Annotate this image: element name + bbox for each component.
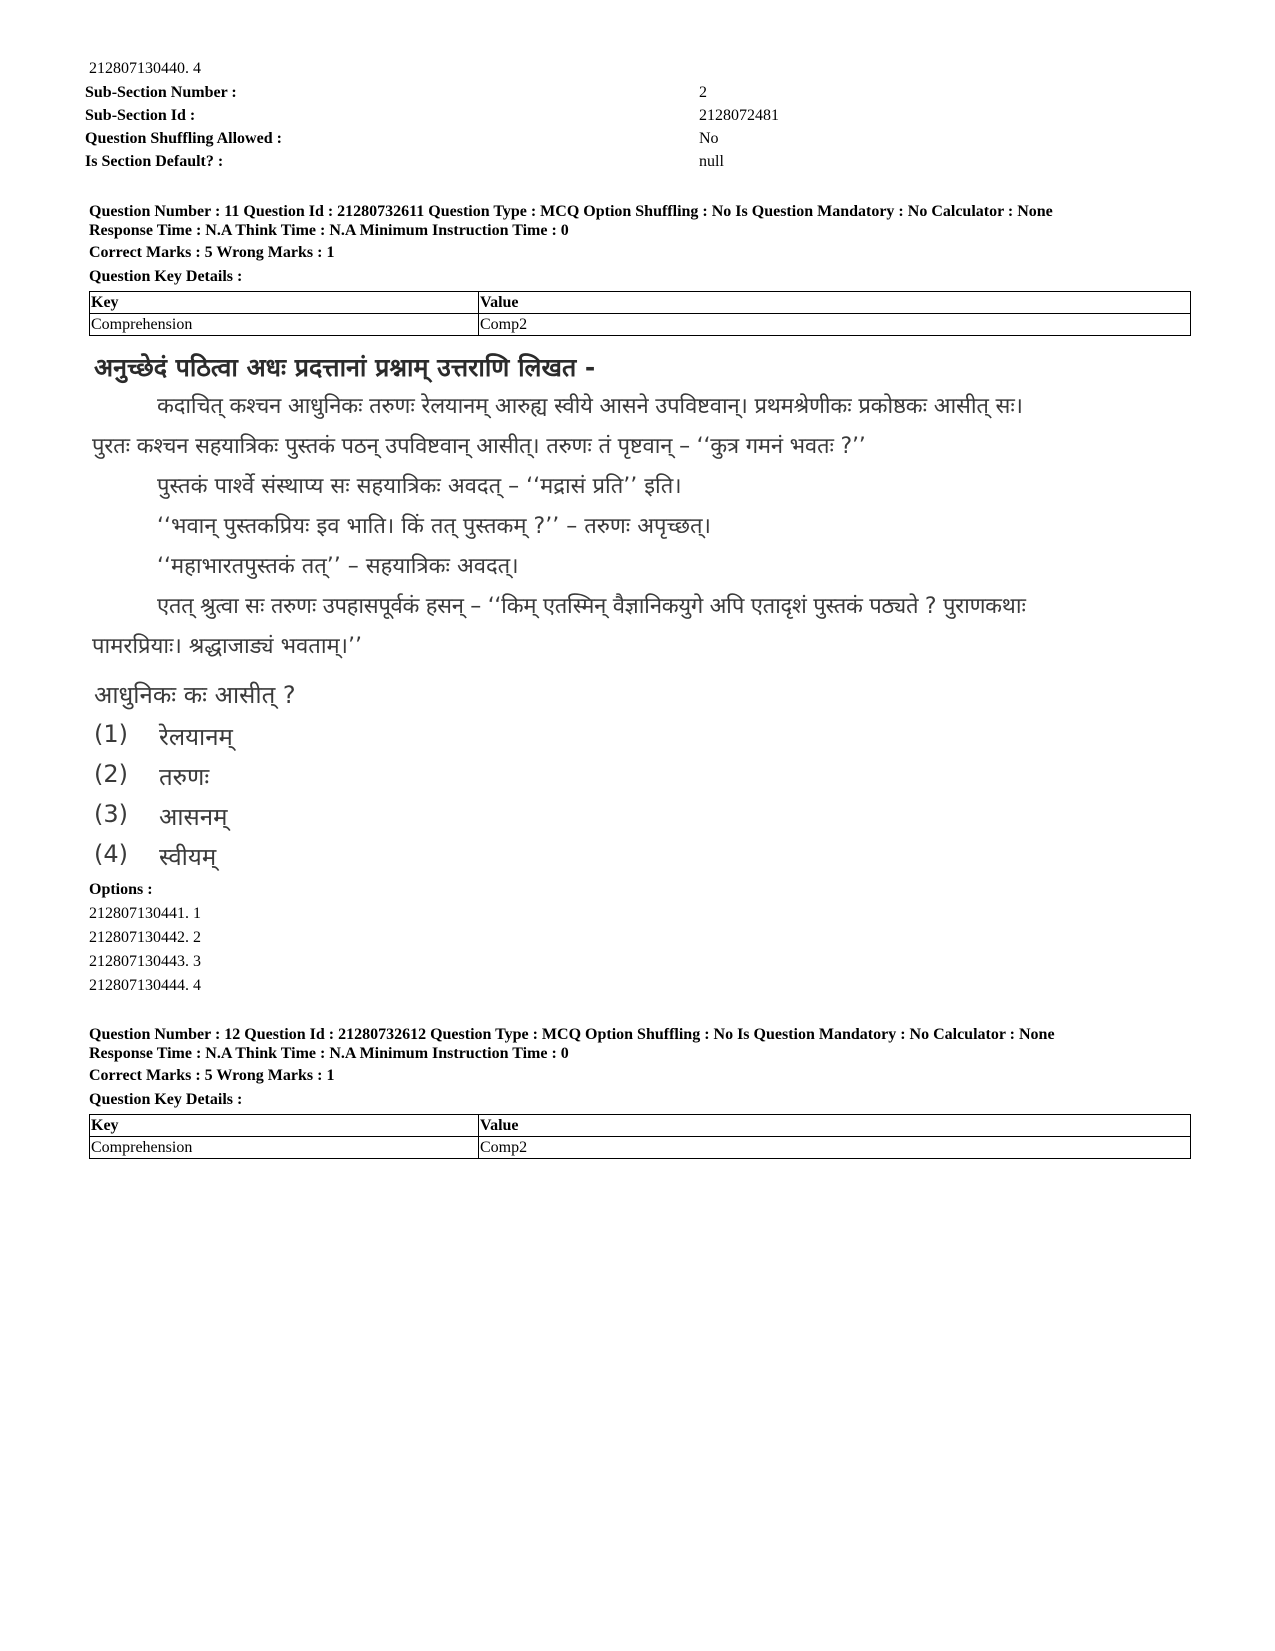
option-item: 212807130441. 1 [89, 905, 201, 922]
passage-line-3: पुस्तकं पार्श्वे संस्थाप्य सः सहयात्रिकः अवदत् – ‘‘मद्रासं प्रति’’ इति। [157, 474, 682, 499]
passage-heading: अनुच्छेदं पठित्वा अधः प्रदत्तानां प्रश्नाम् उत्तराणि लिखत - [94, 353, 596, 382]
passage-question: आधुनिकः कः आसीत् ? [94, 681, 296, 709]
passage-line-4: ‘‘भवान् पुस्तकप्रियः इव भाति। किं तत् पुस्तकम् ?’’ – तरुणः अपृच्छत्। [157, 514, 711, 539]
choice-1-number: (1) [94, 720, 128, 748]
value-header-cell: Value [479, 292, 1191, 314]
option-item: 212807130442. 2 [89, 929, 201, 946]
q11-marks: Correct Marks : 5 Wrong Marks : 1 [89, 244, 335, 261]
passage-line-2: पुरतः कश्चन सहयात्रिकः पुस्तकं पठन् उपविष्टवान् आसीत्। तरुणः तं पृष्टवान् – ‘‘कुत्र गमनं भवतः ?’’ [92, 434, 866, 459]
option-item: 212807130444. 4 [89, 977, 201, 994]
subsection-number-label: Sub-Section Number : [85, 84, 237, 101]
choice-4 [94, 840, 394, 870]
table-header-row [90, 1115, 1191, 1137]
q12-header-line1: Question Number : 12 Question Id : 21280732612 Question Type : MCQ Option Shuffling : No Is Question Mandatory : No Calculator : None [89, 1026, 1055, 1043]
table-row [90, 314, 1191, 336]
choice-3-text: आसनम् [159, 803, 228, 831]
passage-line-1: कदाचित् कश्चन आधुनिकः तरुणः रेलयानम् आरुह्य स्वीये आसने उपविष्टवान्। प्रथमश्रेणीकः प्रकोष्ठकः आसीत् सः। [157, 394, 1023, 419]
table-row [90, 1137, 1191, 1159]
value-cell: Comp2 [479, 314, 1191, 336]
q11-key-table [89, 291, 1191, 336]
choice-3-number: (3) [94, 800, 128, 828]
key-header-cell: Key [90, 1115, 479, 1137]
key-cell: Comprehension [90, 1137, 479, 1159]
subsection-number-value: 2 [699, 84, 707, 101]
subsection-id-row [85, 107, 1185, 129]
subsection-id-value: 2128072481 [699, 107, 779, 124]
q12-key-details-label: Question Key Details : [89, 1091, 243, 1108]
section-default-row [85, 153, 1185, 175]
choice-2 [94, 760, 394, 790]
choice-2-number: (2) [94, 760, 128, 788]
value-cell: Comp2 [479, 1137, 1191, 1159]
passage-line-7: पामरप्रियाः। श्रद्धाजाड्यं भवताम्।’’ [92, 634, 362, 659]
question-shuffling-value: No [699, 130, 719, 147]
choice-1 [94, 720, 394, 750]
q12-key-table [89, 1114, 1191, 1159]
q12-header-line2: Response Time : N.A Think Time : N.A Minimum Instruction Time : 0 [89, 1045, 569, 1062]
choice-4-text: स्वीयम् [159, 843, 217, 871]
choice-3 [94, 800, 394, 830]
subsection-number-row [85, 84, 1185, 106]
key-cell: Comprehension [90, 314, 479, 336]
subsection-id-label: Sub-Section Id : [85, 107, 196, 124]
choice-2-text: तरुणः [159, 763, 210, 791]
section-default-value: null [699, 153, 724, 170]
q11-key-details-label: Question Key Details : [89, 268, 243, 285]
key-header-cell: Key [90, 292, 479, 314]
q12-marks: Correct Marks : 5 Wrong Marks : 1 [89, 1067, 335, 1084]
option-item: 212807130443. 3 [89, 953, 201, 970]
choice-1-text: रेलयानम् [159, 723, 233, 751]
q11-header-line1: Question Number : 11 Question Id : 21280732611 Question Type : MCQ Option Shuffling : No Is Question Mandatory : No Calculator : None [89, 203, 1053, 220]
value-header-cell: Value [479, 1115, 1191, 1137]
q11-options-list [89, 902, 201, 998]
passage-line-5: ‘‘महाभारतपुस्तकं तत्’’ – सहयात्रिकः अवदत्। [157, 554, 519, 579]
q11-options-label: Options : [89, 881, 153, 898]
choice-4-number: (4) [94, 840, 128, 868]
passage-line-6: एतत् श्रुत्वा सः तरुणः उपहासपूर्वकं हसन् – ‘‘किम् एतस्मिन् वैज्ञानिकयुगे अपि एतादृशं पुस्तकं पठ्यते ? पुराणकथाः [157, 594, 1026, 619]
question-shuffling-label: Question Shuffling Allowed : [85, 130, 282, 147]
table-header-row [90, 292, 1191, 314]
previous-option-line: 212807130440. 4 [89, 60, 201, 77]
question-shuffling-row [85, 130, 1185, 152]
section-default-label: Is Section Default? : [85, 153, 224, 170]
q11-header-line2: Response Time : N.A Think Time : N.A Minimum Instruction Time : 0 [89, 222, 569, 239]
passage-scan [92, 353, 1202, 915]
